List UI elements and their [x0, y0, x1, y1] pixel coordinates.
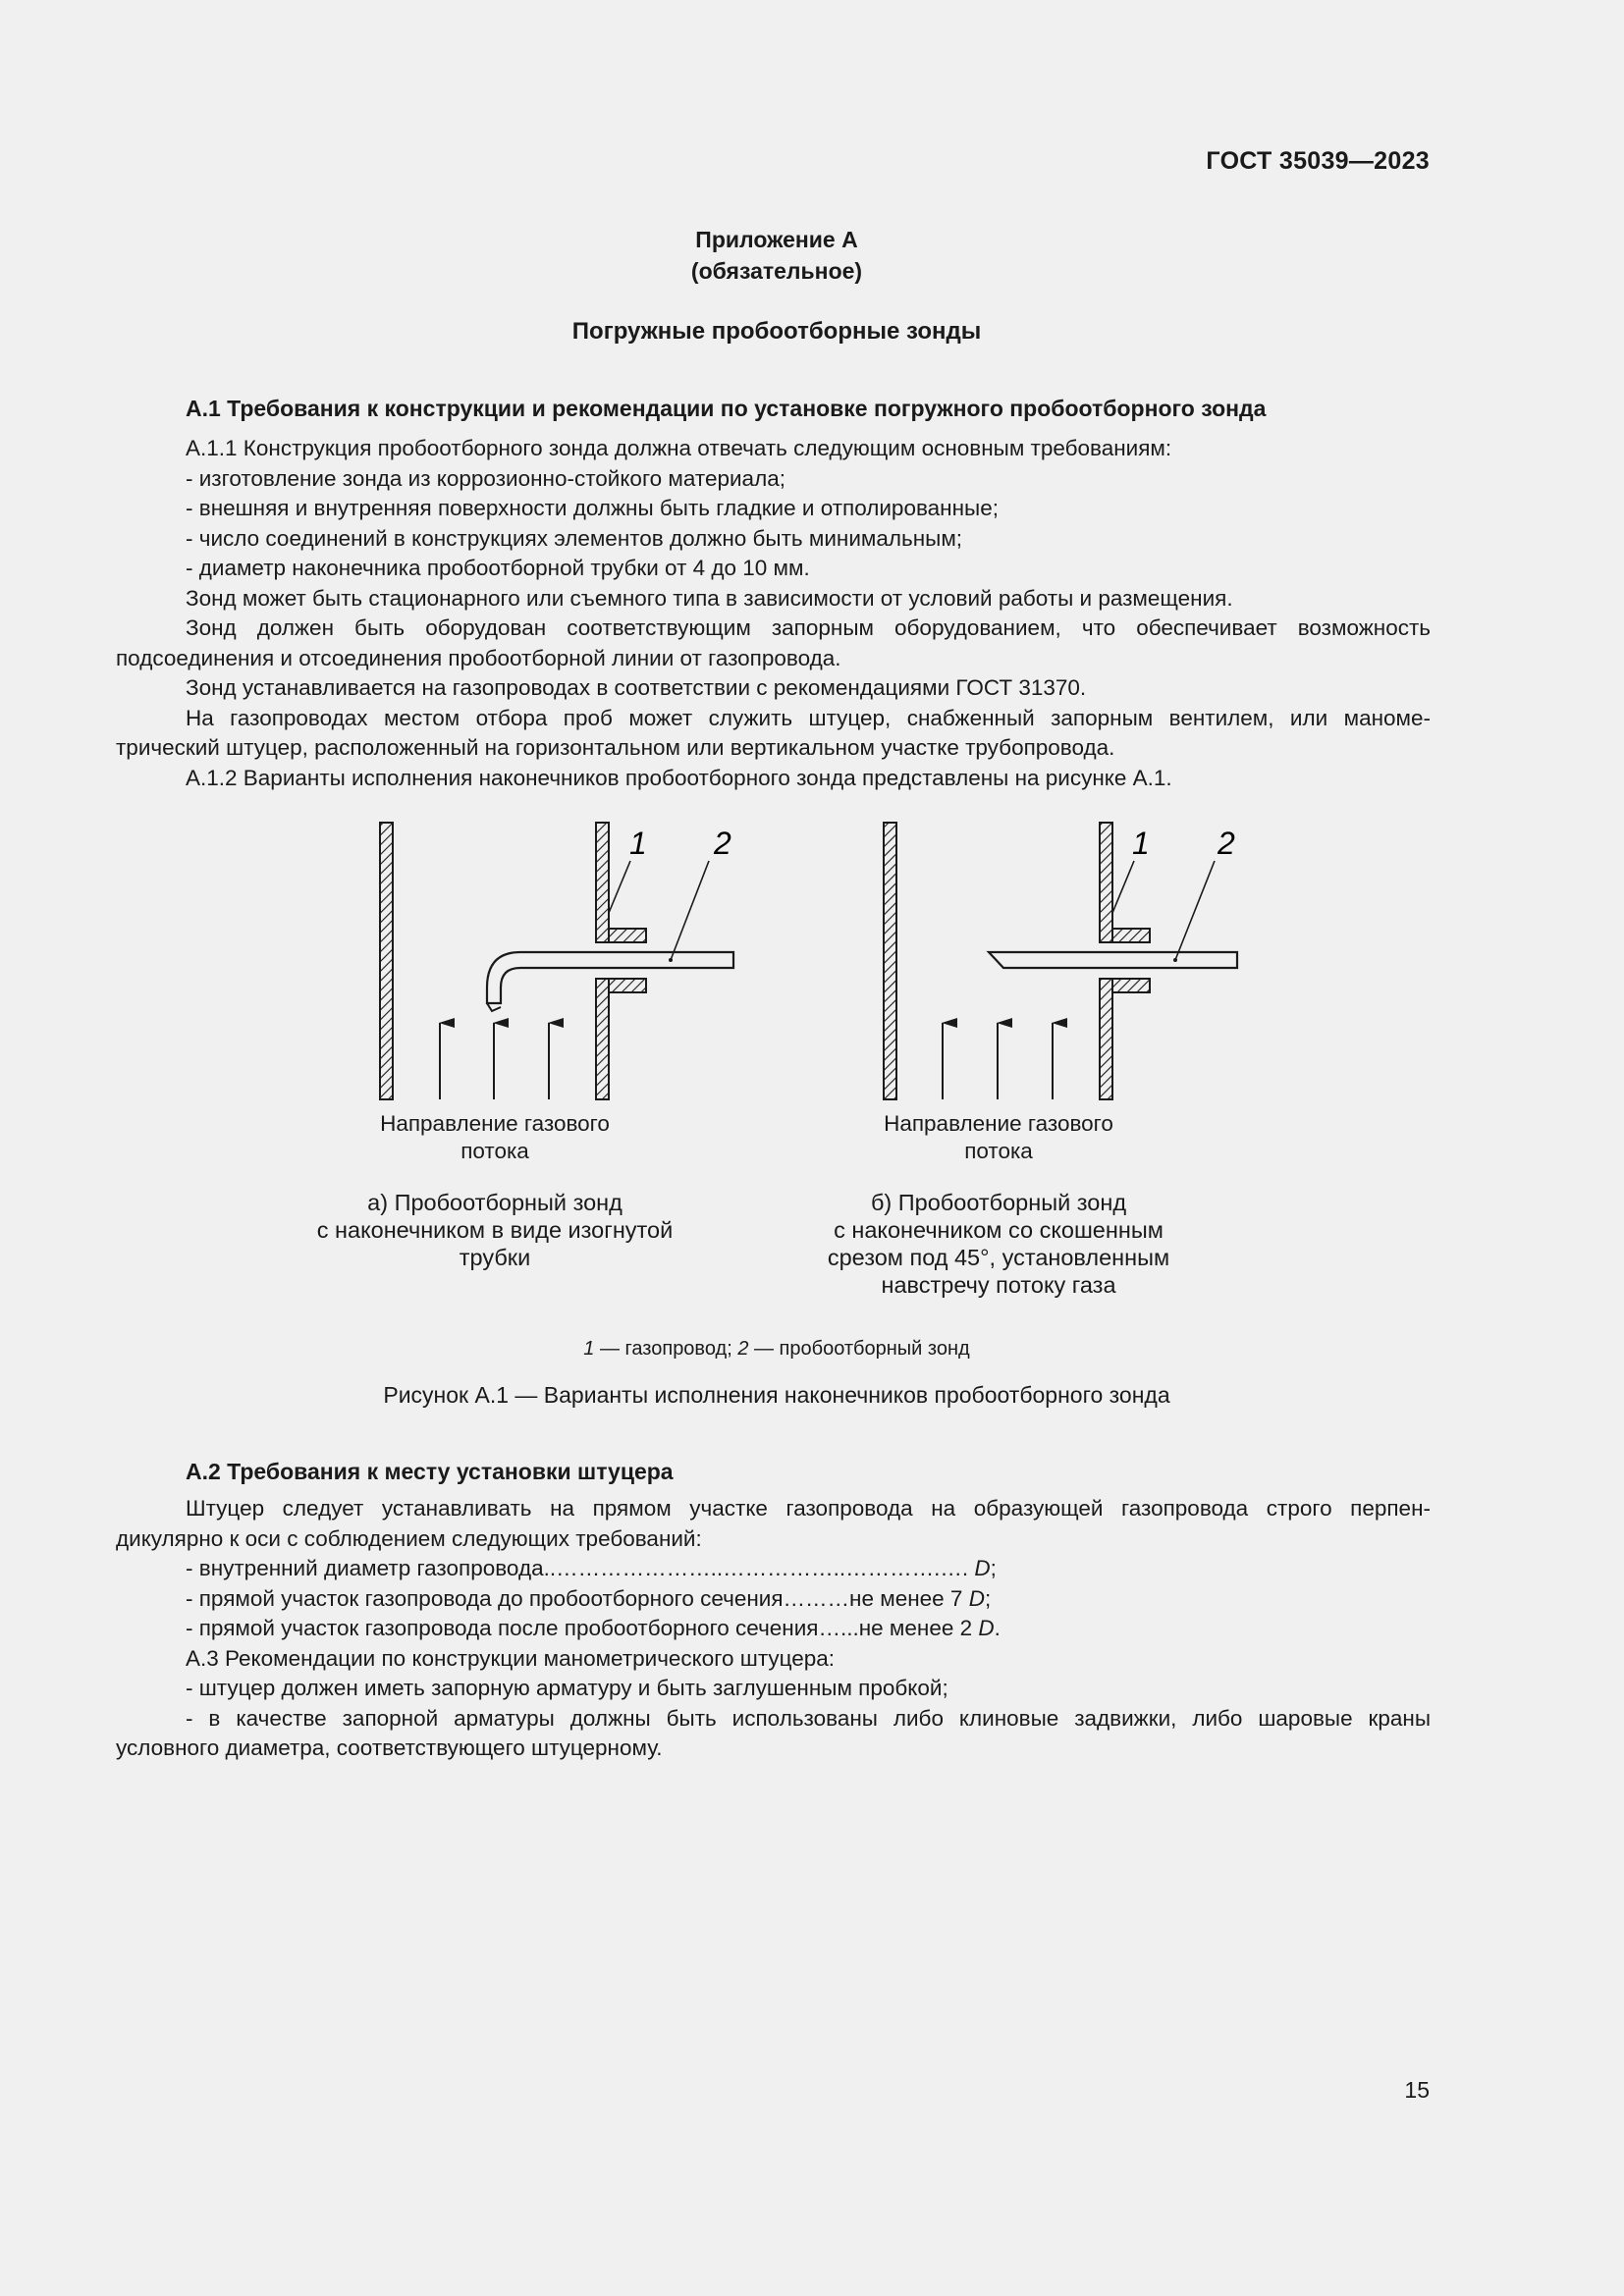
caption-line: с наконечником со скошенным [834, 1217, 1164, 1243]
paragraph-line: условного диаметра, соответствующего штуцерному. [116, 1735, 663, 1760]
paragraph-line: Зонд должен быть оборудован соответствующим запорным оборудованием, что обеспечивает возможность [186, 615, 1431, 640]
fitting-flange-lower [1112, 979, 1150, 992]
leader-dot [669, 958, 673, 962]
diameter-symbol: D [968, 1585, 985, 1611]
legend-key: 1 [583, 1338, 595, 1360]
appendix-subject: Погружные пробоотборные зонды [571, 318, 982, 345]
fitting-flange-upper [609, 929, 646, 942]
paragraph-line: Зонд может быть стационарного или съемного типа в зависимости от условий работы и размещения. [186, 585, 1233, 611]
paragraph-line: А.3 Рекомендации по конструкции манометрического штуцера: [186, 1645, 836, 1671]
paragraph-line: подсоединения и отсоединения пробоотборной линии от газопровода. [116, 645, 841, 670]
leader-line-2 [1175, 861, 1215, 960]
list-item [116, 1614, 1431, 1644]
bevel-cut-probe-tube [989, 952, 1237, 968]
flow-direction-label-b [832, 1110, 1165, 1165]
item-end: ; [990, 1556, 997, 1580]
paragraph-line: Штуцер следует устанавливать на прямом участке газопровода на образующей газопровода строго перпен- [186, 1496, 1431, 1521]
item-end: ; [984, 1585, 992, 1611]
item-text: - прямой участок газопровода до пробоотборного сечения………не менее 7 [186, 1585, 969, 1611]
fitting-flange-lower [609, 979, 646, 992]
flow-direction-label-a [328, 1110, 662, 1165]
caption-line: трубки [459, 1245, 531, 1270]
item-text: - прямой участок газопровода после пробоотборного сечения…...не менее 2 [186, 1616, 979, 1640]
paragraph-line: А.1.2 Варианты исполнения наконечников пробоотборного зонда представлены на рисунке А.1. [186, 765, 1172, 790]
pipe-wall-right-lower [1100, 979, 1112, 1099]
flow-label-line: Направление газового [884, 1111, 1113, 1136]
appendix-header [0, 224, 1553, 287]
flow-label-line: Направление газового [380, 1111, 610, 1136]
list-item [116, 1584, 1431, 1615]
paragraph-line: На газопроводах местом отбора проб может служить штуцер, снабженный запорным вентилем, или маноме- [186, 705, 1431, 730]
callout-1: 1 [629, 826, 647, 861]
item-text: - внутренний диаметр газопровода..…………………..……………..………….…. [186, 1556, 975, 1580]
paragraph-line: А.1.1 Конструкция пробоотборного зонда должна отвечать следующим основным требованиям: [186, 436, 1172, 460]
pipe-wall-left [884, 823, 896, 1099]
pipe-wall-right-lower [596, 979, 609, 1099]
appendix-status: (обязательное) [690, 258, 863, 284]
paragraph-line: трический штуцер, расположенный на горизонтальном или вертикальном участке трубопровода. [116, 735, 1115, 760]
legend-key: 2 [737, 1338, 749, 1360]
figure-title: Рисунок А.1 — Варианты исполнения наконечников пробоотборного зонда [383, 1382, 1170, 1408]
pipe-wall-left [380, 823, 393, 1099]
list-item: - диаметр наконечника пробоотборной трубки от 4 до 10 мм. [186, 556, 810, 580]
section-a1-body [116, 434, 1431, 793]
list-item [116, 1554, 1431, 1584]
pipe-wall-right-upper [596, 823, 609, 942]
callout-2: 2 [714, 826, 731, 861]
variant-a-drawing [380, 823, 733, 1099]
callout-2: 2 [1218, 826, 1235, 861]
diameter-symbol: D [974, 1556, 991, 1580]
section-a1-heading: А.1 Требования к конструкции и рекомендации по установке погружного пробоотборного зонда [186, 396, 1267, 421]
caption-line: навстречу потоку газа [881, 1272, 1116, 1298]
page-number: 15 [1404, 2077, 1430, 2103]
paragraph-line: дикулярно к оси с соблюдением следующих требований: [116, 1525, 702, 1551]
item-end: . [994, 1616, 1001, 1640]
leader-dot [1173, 958, 1177, 962]
leader-line-2 [671, 861, 709, 960]
section-a2-body [116, 1494, 1431, 1764]
variant-b-drawing [884, 823, 1237, 1099]
caption-line: срезом под 45°, установленным [827, 1245, 1170, 1270]
pipe-wall-right-upper [1100, 823, 1112, 942]
figure-a1-drawing [0, 805, 1624, 1168]
legend-text: — пробоотборный зонд [748, 1338, 970, 1360]
leader-line-1 [609, 861, 630, 913]
list-item: - число соединений в конструкциях элементов должно быть минимальным; [186, 525, 963, 551]
list-item: - в качестве запорной арматуры должны быть использованы либо клиновые задвижки, либо шаровые краны [186, 1705, 1431, 1731]
diameter-symbol: D [978, 1616, 995, 1640]
figure-legend [0, 1338, 1553, 1361]
appendix-title: Приложение А [695, 227, 858, 252]
caption-variant-a [279, 1189, 711, 1271]
probe-tip [487, 1003, 501, 1011]
list-item: - изготовление зонда из коррозионно-стойкого материала; [186, 465, 785, 491]
fitting-flange-upper [1112, 929, 1150, 942]
legend-text: — газопровод; [594, 1338, 738, 1360]
leader-line-1 [1112, 861, 1134, 913]
callout-1: 1 [1132, 826, 1150, 861]
flow-label-line: потока [964, 1139, 1033, 1163]
list-item: - штуцер должен иметь запорную арматуру и быть заглушенным пробкой; [186, 1676, 948, 1700]
section-a2-heading: А.2 Требования к месту установки штуцера [186, 1459, 674, 1484]
standard-number: ГОСТ 35039—2023 [1206, 147, 1430, 175]
caption-variant-b [783, 1189, 1215, 1299]
flow-label-line: потока [460, 1139, 529, 1163]
caption-line: с наконечником в виде изогнутой [316, 1217, 674, 1243]
caption-line: а) Пробоотборный зонд [367, 1190, 623, 1215]
paragraph-line: Зонд устанавливается на газопроводах в соответствии с рекомендациями ГОСТ 31370. [186, 675, 1087, 700]
caption-line: б) Пробоотборный зонд [870, 1190, 1127, 1215]
list-item: - внешняя и внутренняя поверхности должны быть гладкие и отполированные; [186, 496, 999, 520]
